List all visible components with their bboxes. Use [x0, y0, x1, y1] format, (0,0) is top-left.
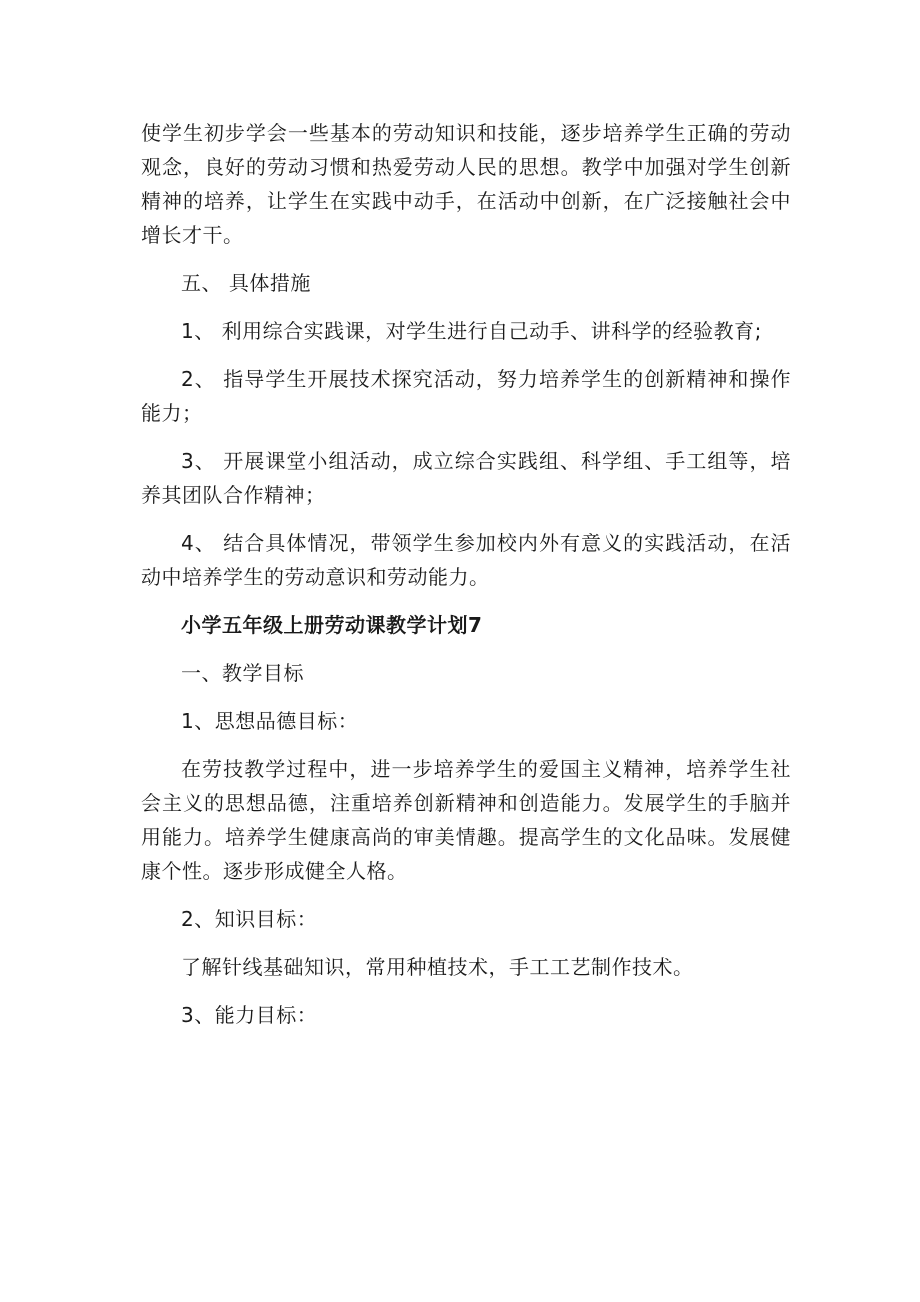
list-item-4: 4、 结合具体情况，带领学生参加校内外有意义的实践活动，在活动中培养学生的劳动意识和劳动能力。: [141, 531, 791, 589]
list-item-3: 3、 开展课堂小组活动，成立综合实践组、科学组、手工组等，培养其团队合作精神；: [141, 449, 791, 507]
paragraph-knowledge-goals: 了解针线基础知识，常用种植技术，手工工艺制作技术。: [181, 955, 694, 979]
paragraph-moral-goals: 在劳技教学过程中，进一步培养学生的爱国主义精神，培养学生社会主义的思想品德，注重培养创新精神和创造能力。发展学生的手脑并用能力。培养学生健康高尚的审美情趣。提高学生的文化品味。发展健康个性。逐步形成健全人格。: [141, 757, 791, 883]
subheading-knowledge-goals: 2、知识目标：: [181, 907, 318, 931]
list-item-1: 1、 利用综合实践课，对学生进行自己动手、讲科学的经验教育;: [181, 319, 762, 343]
document-title-plan-7: 小学五年级上册劳动课教学计划7: [181, 613, 483, 637]
section-heading-measures: 五、 具体措施: [181, 271, 311, 295]
subheading-moral-goals: 1、思想品德目标：: [181, 709, 359, 733]
subheading-ability-goals: 3、能力目标：: [181, 1003, 318, 1027]
section-heading-goals: 一、教学目标: [181, 661, 304, 685]
list-item-2: 2、 指导学生开展技术探究活动，努力培养学生的创新精神和操作能力；: [141, 367, 791, 425]
document-body: [141, 116, 791, 1046]
paragraph-continuation: 使学生初步学会一些基本的劳动知识和技能，逐步培养学生正确的劳动观念，良好的劳动习惯和热爱劳动人民的思想。教学中加强对学生创新精神的培养，让学生在实践中动手，在活动中创新，在广泛接触社会中增长才干。: [141, 121, 791, 247]
